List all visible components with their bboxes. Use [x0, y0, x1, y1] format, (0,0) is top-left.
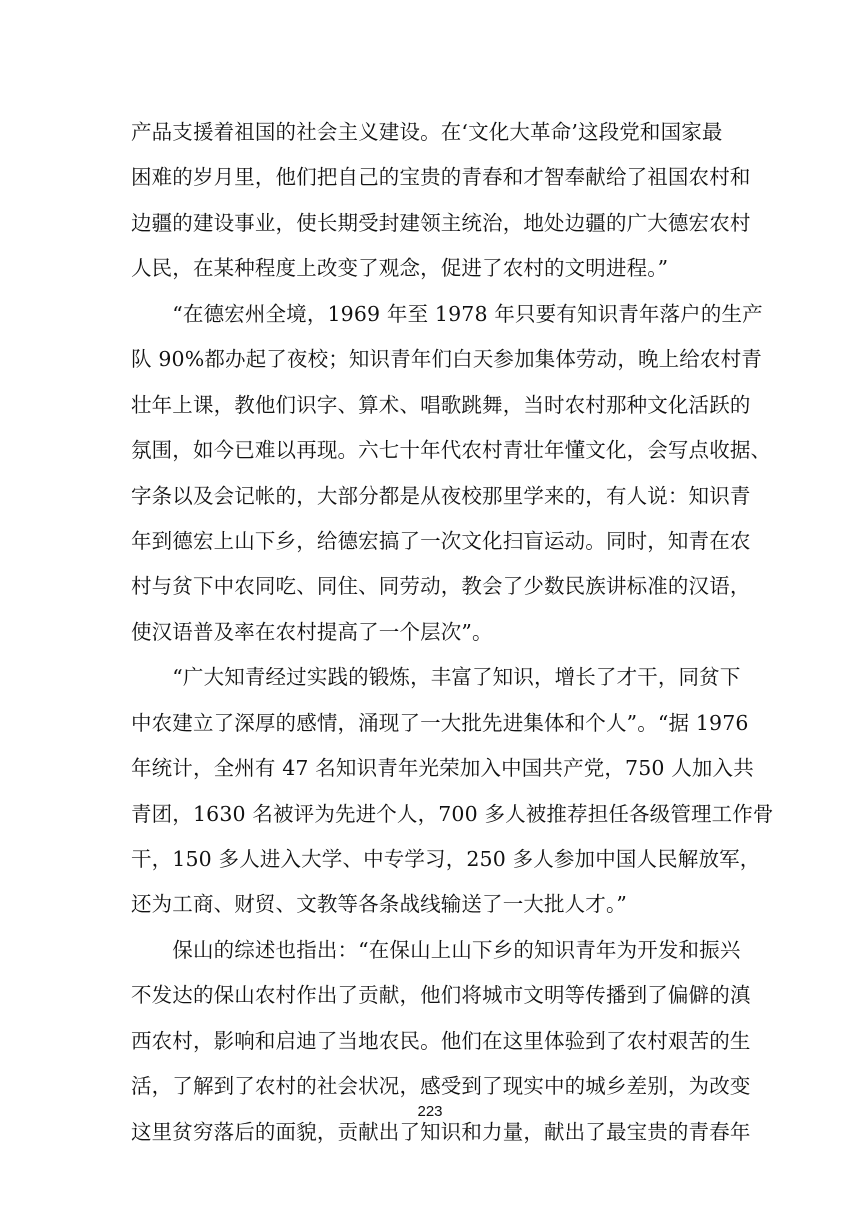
text-line: “广大知青经过实践的锻炼，丰富了知识，增长了才干，同贫下 — [131, 665, 741, 690]
text-line: 人民，在某种程度上改变了观念，促进了农村的文明进程。” — [131, 256, 669, 281]
text-line: 干，150 多人进入大学、中专学习，250 多人参加中国人民解放军， — [131, 847, 761, 871]
text-line: 年统计，全州有 47 名知识青年光荣加入中国共产党，750 人加入共 — [131, 756, 754, 781]
text-line: 中农建立了深厚的感情，涌现了一大批先进集体和个人”。“据 1976 — [131, 710, 749, 735]
text-line: 青团，1630 名被评为先进个人，700 多人被推荐担任各级管理工作骨 — [131, 801, 774, 826]
text-line: 这里贫穷落后的面貌，贡献出了知识和力量，献出了最宝贵的青春年 — [131, 1119, 751, 1144]
text-line: 边疆的建设事业，使长期受封建领主统治，地处边疆的广大德宏农村 — [131, 210, 751, 235]
text-line: 保山的综述也指出：“在保山上山下乡的知识青年为开发和振兴 — [131, 937, 741, 962]
body-text — [131, 114, 774, 1159]
text-line: 产品支援着祖国的社会主义建设。在‘文化大革命’这段党和国家最 — [131, 120, 723, 144]
text-line: 困难的岁月里，他们把自己的宝贵的青春和才智奉献给了祖国农村和 — [131, 165, 751, 190]
text-line: 活，了解到了农村的社会状况，感受到了现实中的城乡差别，为改变 — [131, 1074, 751, 1099]
text-line: 年到德宏上山下乡，给德宏搞了一次文化扫盲运动。同时，知青在农 — [131, 528, 751, 553]
text-line: 使汉语普及率在农村提高了一个层次”。 — [131, 619, 493, 644]
text-line: 还为工商、财贸、文教等各条战线输送了一大批人才。” — [131, 892, 627, 917]
page-number: 223 — [417, 1103, 443, 1120]
text-line: 氛围，如今已难以再现。六七十年代农村青壮年懂文化，会写点收据、 — [131, 438, 772, 463]
text-line: 字条以及会记帐的，大部分都是从夜校那里学来的，有人说：知识青 — [131, 483, 751, 508]
text-line: 西农村，影响和启迪了当地农民。他们在这里体验到了农村艰苦的生 — [131, 1028, 751, 1053]
text-line: 村与贫下中农同吃、同住、同劳动，教会了少数民族讲标准的汉语， — [131, 574, 751, 599]
text-line: 不发达的保山农村作出了贡献，他们将城市文明等传播到了偏僻的滇 — [131, 983, 751, 1008]
text-line: 壮年上课，教他们识字、算术、唱歌跳舞，当时农村那种文化活跃的 — [131, 392, 751, 417]
text-line: 队 90%都办起了夜校；知识青年们白天参加集体劳动，晚上给农村青 — [131, 347, 762, 372]
text-line: “在德宏州全境，1969 年至 1978 年只要有知识青年落户的生产 — [131, 301, 763, 326]
